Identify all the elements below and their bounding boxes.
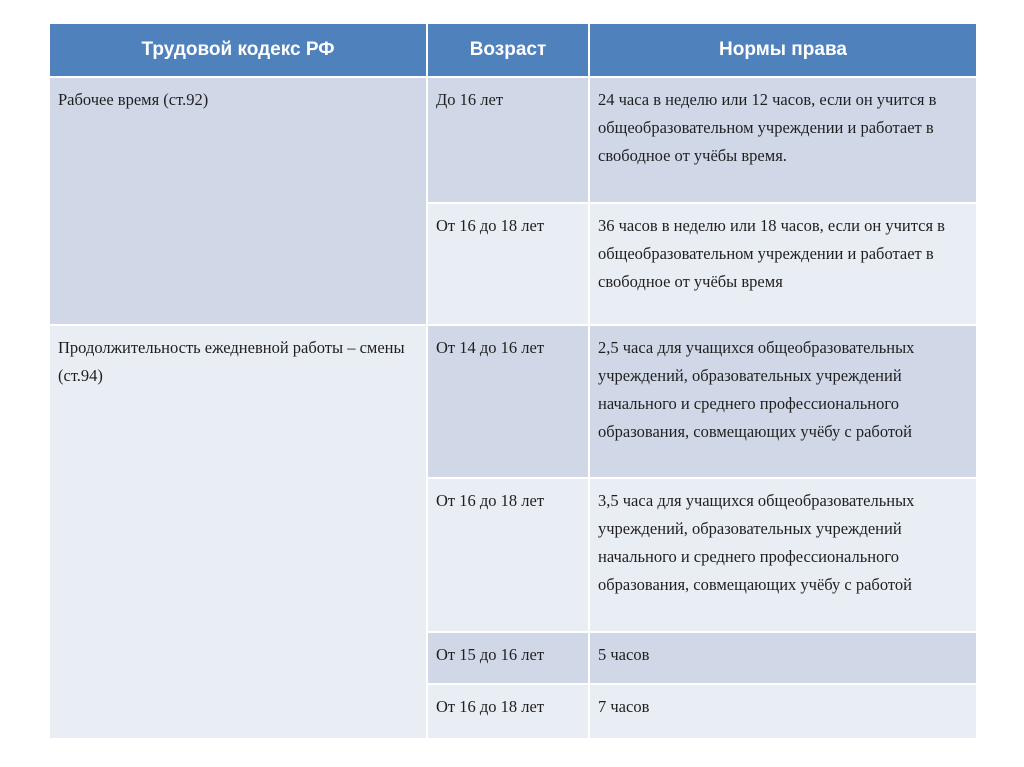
table-row [49,325,977,478]
header-age: Возраст [427,23,589,77]
header-norms: Нормы права [589,23,977,77]
norm-cell [589,325,977,478]
labor-code-table [48,22,978,740]
norm-cell [589,478,977,632]
category-daily-work-duration [49,325,427,739]
norm-text: 36 часов в неделю или 18 часов, если он учится в общеобразовательном учреждении и работает в свободное от учёбы время [598,216,945,291]
category-label: Рабочее время (ст.92) [58,90,209,109]
age-cell [427,632,589,684]
age-cell [427,325,589,478]
age-cell [427,684,589,739]
age-label: До 16 лет [436,90,504,109]
age-label: От 14 до 16 лет [436,338,545,357]
norm-cell [589,632,977,684]
category-working-time [49,77,427,325]
age-label: От 16 до 18 лет [436,491,545,510]
norm-text: 3,5 часа для учащихся общеобразовательных учреждений, образовательных учреждений начального и среднего профессионального образования, совмещающих учёбу с работой [598,491,915,594]
norm-cell [589,684,977,739]
norm-text: 7 часов [598,697,650,716]
header-labor-code: Трудовой кодекс РФ [49,23,427,77]
category-label: Продолжительность ежедневной работы – смены (ст.94) [58,338,405,385]
age-label: От 16 до 18 лет [436,216,545,235]
norm-cell [589,77,977,203]
table-row [49,77,977,203]
age-cell [427,77,589,203]
header-row [49,23,977,77]
norm-text: 2,5 часа для учащихся общеобразовательных учреждений, образовательных учреждений начального и среднего профессионального образования, совмещающих учёбу с работой [598,338,915,441]
age-cell [427,203,589,325]
age-label: От 15 до 16 лет [436,645,545,664]
age-cell [427,478,589,632]
norm-text: 5 часов [598,645,650,664]
norm-text: 24 часа в неделю или 12 часов, если он учится в общеобразовательном учреждении и работает в свободное от учёбы время. [598,90,937,165]
age-label: От 16 до 18 лет [436,697,545,716]
norm-cell [589,203,977,325]
